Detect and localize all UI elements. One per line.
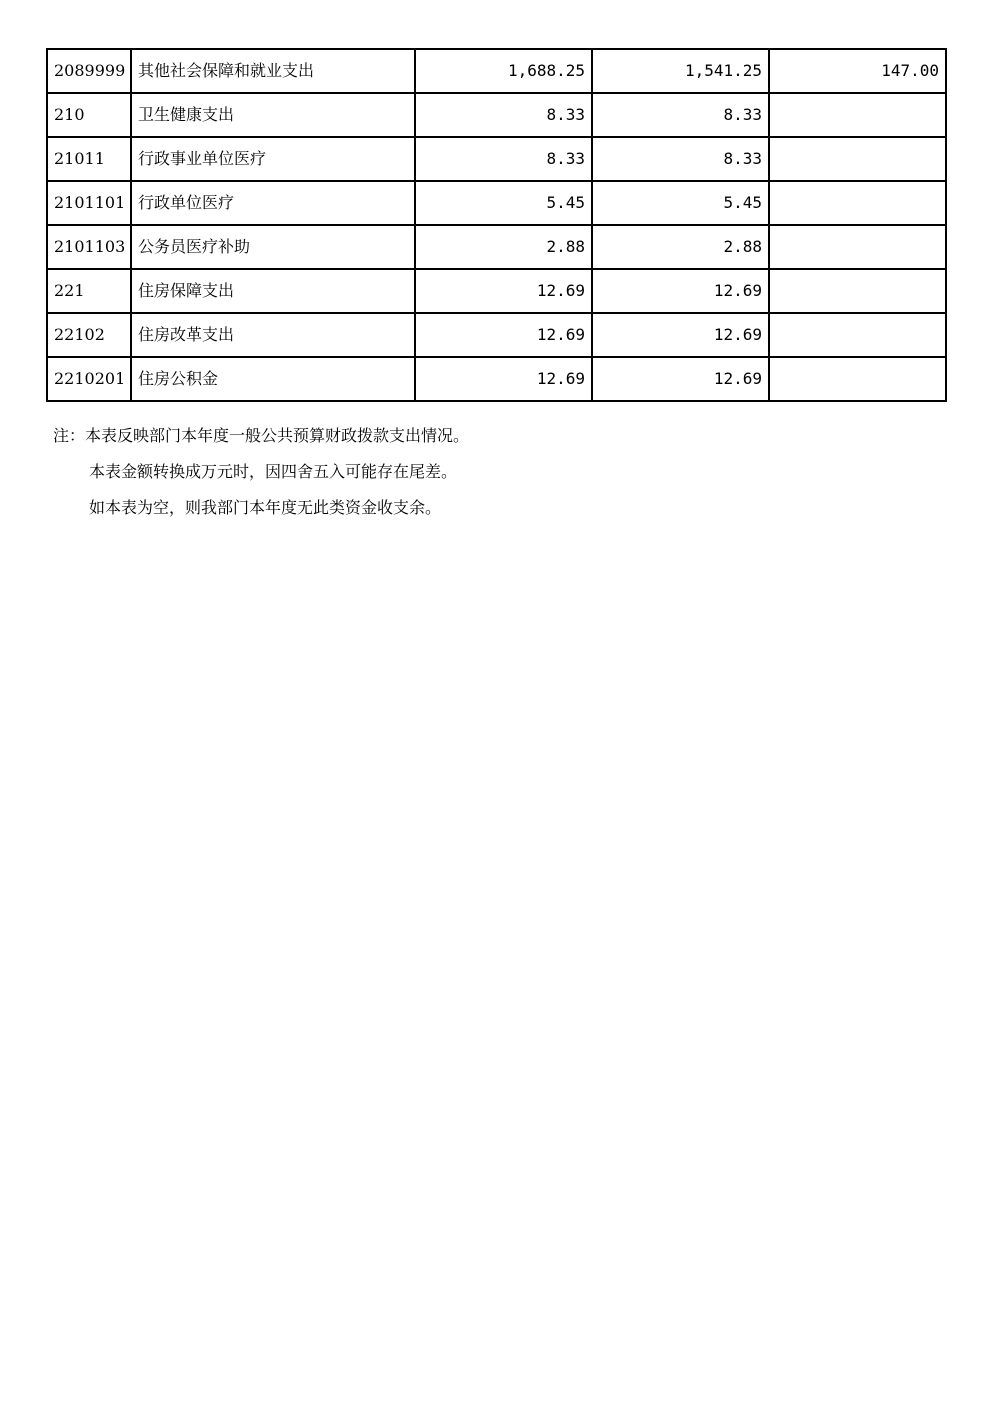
subject-code-cell: 210 xyxy=(47,93,131,137)
total-amount-cell: 8.33 xyxy=(415,137,592,181)
table-row xyxy=(47,93,946,137)
expenditure-table xyxy=(46,48,947,402)
total-amount-cell: 8.33 xyxy=(415,93,592,137)
table-row xyxy=(47,137,946,181)
subject-name-cell: 住房改革支出 xyxy=(131,313,415,357)
subject-code-cell: 22102 xyxy=(47,313,131,357)
subject-code-cell: 2101101 xyxy=(47,181,131,225)
basic-expenditure-cell: 2.88 xyxy=(592,225,769,269)
project-expenditure-cell xyxy=(769,225,946,269)
total-amount-cell: 12.69 xyxy=(415,269,592,313)
subject-name-cell: 其他社会保障和就业支出 xyxy=(131,49,415,93)
subject-name-cell: 住房保障支出 xyxy=(131,269,415,313)
subject-name-cell: 卫生健康支出 xyxy=(131,93,415,137)
project-expenditure-cell: 147.00 xyxy=(769,49,946,93)
note-line-scope: 注：本表反映部门本年度一般公共预算财政拨款支出情况。 xyxy=(53,426,470,445)
note-line-empty-table: 如本表为空，则我部门本年度无此类资金收支余。 xyxy=(89,498,442,517)
subject-name-cell: 住房公积金 xyxy=(131,357,415,401)
table-row xyxy=(47,181,946,225)
basic-expenditure-cell: 1,541.25 xyxy=(592,49,769,93)
table-row xyxy=(47,49,946,93)
note-line-rounding: 本表金额转换成万元时，因四舍五入可能存在尾差。 xyxy=(89,462,458,481)
basic-expenditure-cell: 12.69 xyxy=(592,269,769,313)
basic-expenditure-cell: 12.69 xyxy=(592,357,769,401)
table-row xyxy=(47,269,946,313)
project-expenditure-cell xyxy=(769,93,946,137)
total-amount-cell: 12.69 xyxy=(415,357,592,401)
subject-name-cell: 行政单位医疗 xyxy=(131,181,415,225)
project-expenditure-cell xyxy=(769,313,946,357)
subject-name-cell: 公务员医疗补助 xyxy=(131,225,415,269)
project-expenditure-cell xyxy=(769,269,946,313)
table-row xyxy=(47,357,946,401)
subject-code-cell: 21011 xyxy=(47,137,131,181)
table-body xyxy=(47,49,946,401)
basic-expenditure-cell: 8.33 xyxy=(592,93,769,137)
subject-name-cell: 行政事业单位医疗 xyxy=(131,137,415,181)
basic-expenditure-cell: 12.69 xyxy=(592,313,769,357)
project-expenditure-cell xyxy=(769,137,946,181)
total-amount-cell: 1,688.25 xyxy=(415,49,592,93)
subject-code-cell: 2210201 xyxy=(47,357,131,401)
subject-code-cell: 2089999 xyxy=(47,49,131,93)
table-notes xyxy=(53,424,469,532)
table-row xyxy=(47,225,946,269)
project-expenditure-cell xyxy=(769,357,946,401)
project-expenditure-cell xyxy=(769,181,946,225)
basic-expenditure-cell: 5.45 xyxy=(592,181,769,225)
subject-code-cell: 221 xyxy=(47,269,131,313)
total-amount-cell: 5.45 xyxy=(415,181,592,225)
total-amount-cell: 2.88 xyxy=(415,225,592,269)
subject-code-cell: 2101103 xyxy=(47,225,131,269)
table-row xyxy=(47,313,946,357)
basic-expenditure-cell: 8.33 xyxy=(592,137,769,181)
total-amount-cell: 12.69 xyxy=(415,313,592,357)
